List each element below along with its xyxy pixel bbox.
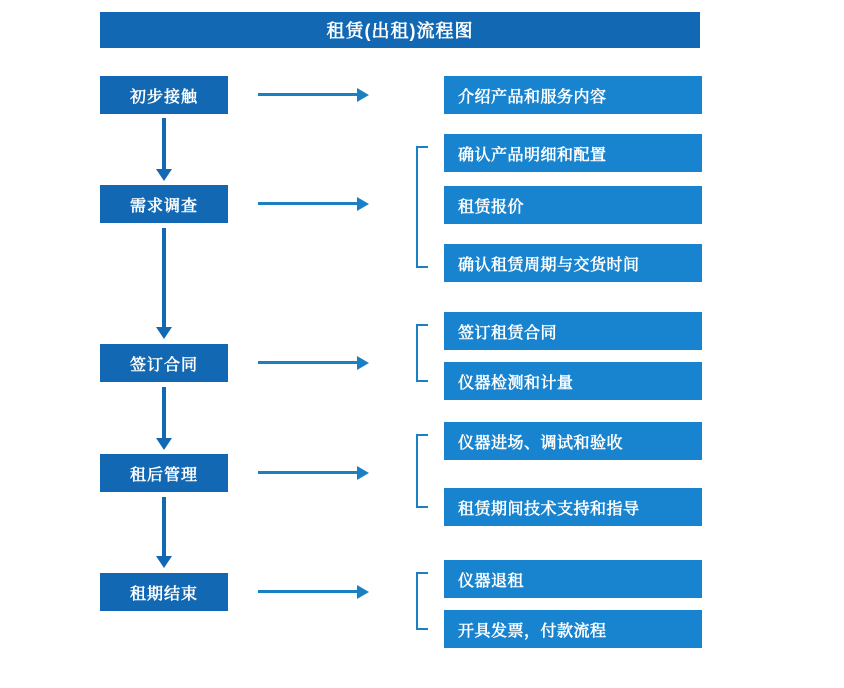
stage-box-4[interactable]: 租后管理 bbox=[100, 454, 228, 492]
task-box-1[interactable]: 介绍产品和服务内容 bbox=[444, 76, 702, 114]
stage-box-3[interactable]: 签订合同 bbox=[100, 344, 228, 382]
down-arrow-icon-4 bbox=[162, 497, 166, 557]
down-arrow-icon-1 bbox=[162, 118, 166, 170]
right-arrow-icon-5 bbox=[258, 590, 358, 593]
task-box-5[interactable]: 签订租赁合同 bbox=[444, 312, 702, 350]
task-box-4[interactable]: 确认租赁周期与交货时间 bbox=[444, 244, 702, 282]
task-box-6[interactable]: 仪器检测和计量 bbox=[444, 362, 702, 400]
task-box-8[interactable]: 租赁期间技术支持和指导 bbox=[444, 488, 702, 526]
group-bracket-2 bbox=[416, 324, 428, 382]
stage-box-5[interactable]: 租期结束 bbox=[100, 573, 228, 611]
right-arrow-icon-2 bbox=[258, 202, 358, 205]
right-arrow-icon-3 bbox=[258, 361, 358, 364]
task-box-3[interactable]: 租赁报价 bbox=[444, 186, 702, 224]
group-bracket-1 bbox=[416, 146, 428, 268]
group-bracket-3 bbox=[416, 434, 428, 508]
task-box-2[interactable]: 确认产品明细和配置 bbox=[444, 134, 702, 172]
down-arrow-icon-2 bbox=[162, 228, 166, 328]
task-box-7[interactable]: 仪器进场、调试和验收 bbox=[444, 422, 702, 460]
page-title: 租赁(出租)流程图 bbox=[100, 12, 700, 48]
group-bracket-4 bbox=[416, 572, 428, 630]
right-arrow-icon-4 bbox=[258, 471, 358, 474]
stage-box-1[interactable]: 初步接触 bbox=[100, 76, 228, 114]
task-box-9[interactable]: 仪器退租 bbox=[444, 560, 702, 598]
right-arrow-icon-1 bbox=[258, 93, 358, 96]
task-box-10[interactable]: 开具发票，付款流程 bbox=[444, 610, 702, 648]
stage-box-2[interactable]: 需求调查 bbox=[100, 185, 228, 223]
down-arrow-icon-3 bbox=[162, 387, 166, 439]
